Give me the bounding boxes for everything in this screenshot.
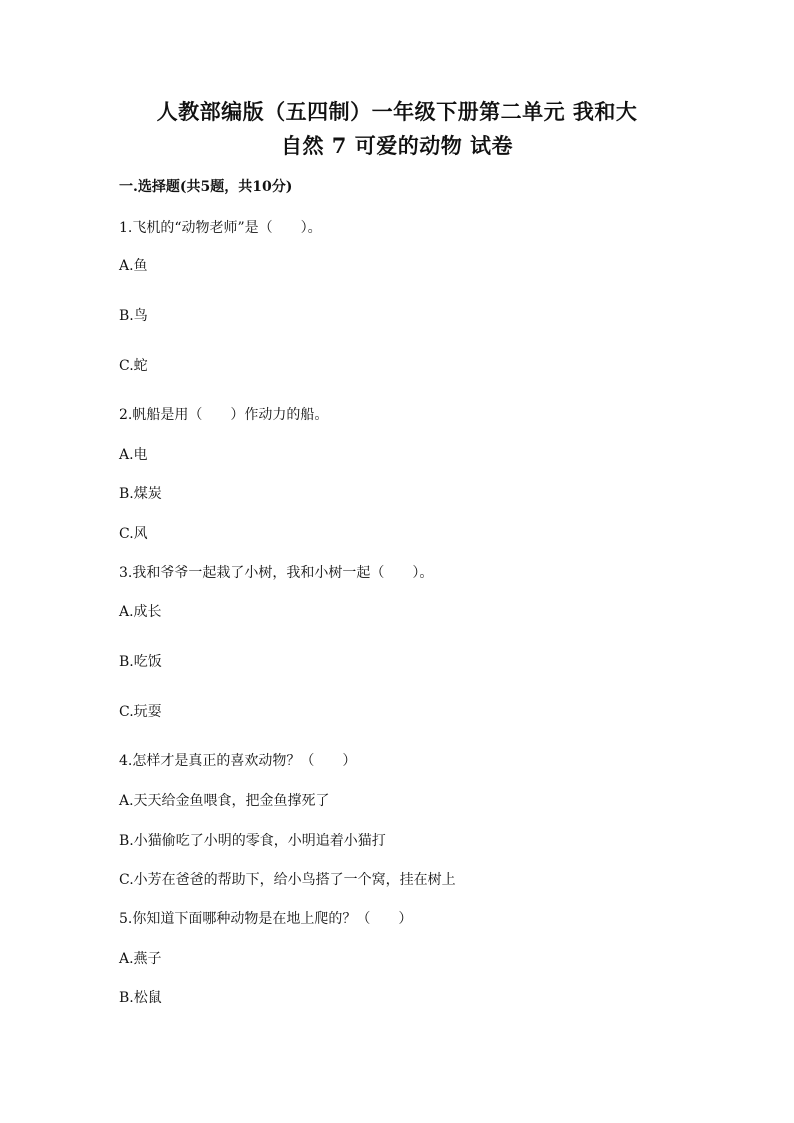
question-4-option-c: C.小芳在爸爸的帮助下，给小鸟搭了一个窝，挂在树上 xyxy=(119,872,456,888)
question-1-option-b: B.鸟 xyxy=(119,308,148,324)
question-2-option-a: A.电 xyxy=(119,447,148,463)
question-4-stem: 4.怎样才是真正的喜欢动物？（ ） xyxy=(119,753,357,769)
question-3-option-b: B.吃饭 xyxy=(119,654,162,670)
question-2-option-c: C.风 xyxy=(119,526,148,542)
question-5-option-a: A.燕子 xyxy=(119,951,162,967)
question-1-stem: 1.飞机的“动物老师”是（ ）。 xyxy=(119,220,322,236)
document-title-line-2: 自然 7 可爱的动物 试卷 xyxy=(280,133,514,158)
question-4-option-a: A.天天给金鱼喂食，把金鱼撑死了 xyxy=(119,793,330,809)
question-3-option-c: C.玩耍 xyxy=(119,704,162,720)
section-heading: 一.选择题(共5题，共10分) xyxy=(119,179,293,195)
question-3-option-a: A.成长 xyxy=(119,604,162,620)
question-3-stem: 3.我和爷爷一起栽了小树，我和小树一起（ ）。 xyxy=(119,565,434,581)
question-1-option-c: C.蛇 xyxy=(119,358,148,374)
question-5-stem: 5.你知道下面哪种动物是在地上爬的？（ ） xyxy=(119,911,413,927)
question-2-option-b: B.煤炭 xyxy=(119,486,162,502)
question-1-option-a: A.鱼 xyxy=(119,258,148,274)
question-4-option-b: B.小猫偷吃了小明的零食，小明追着小猫打 xyxy=(119,833,386,849)
document-title-line-1: 人教部编版（五四制）一年级下册第二单元 我和大 xyxy=(156,99,638,124)
question-2-stem: 2.帆船是用（ ）作动力的船。 xyxy=(119,407,329,423)
question-5-option-b: B.松鼠 xyxy=(119,990,162,1006)
